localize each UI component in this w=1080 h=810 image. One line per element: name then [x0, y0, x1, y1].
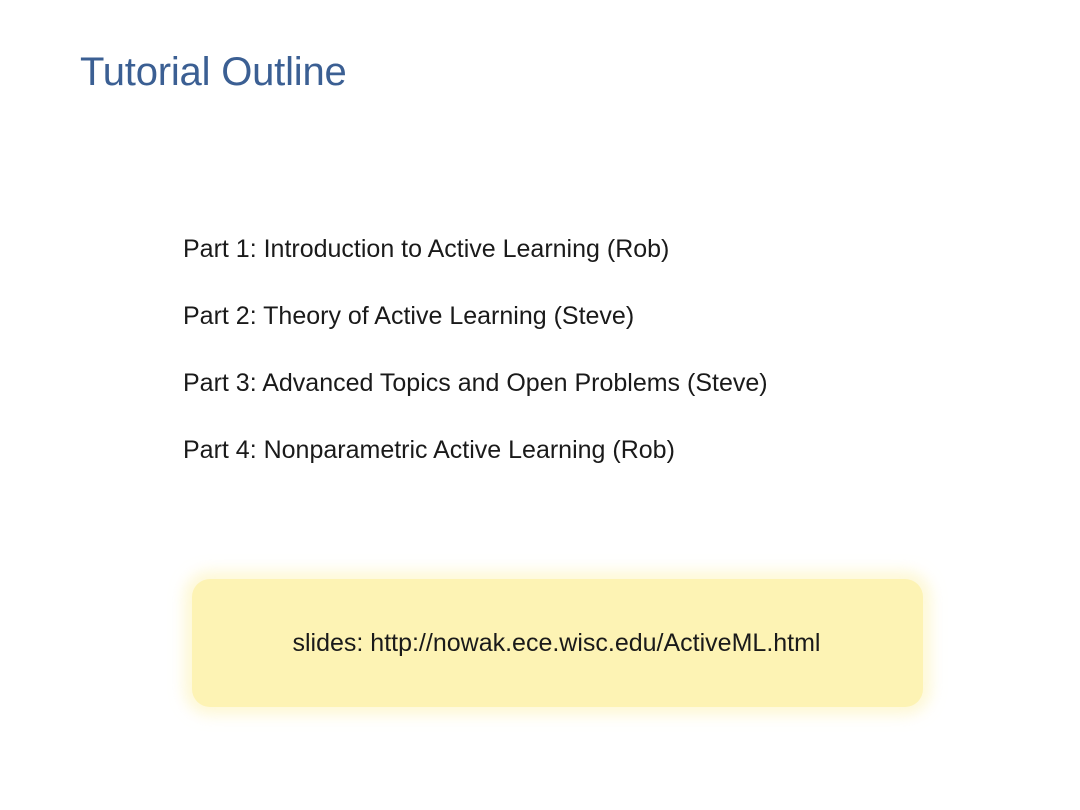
outline-list [183, 231, 768, 499]
outline-item-part-1: Part 1: Introduction to Active Learning (Rob) [183, 235, 670, 263]
outline-item-part-2: Part 2: Theory of Active Learning (Steve) [183, 302, 635, 330]
outline-item-part-3: Part 3: Advanced Topics and Open Problems (Steve) [183, 369, 768, 397]
slides-url-text: slides: http://nowak.ece.wisc.edu/ActiveML.html [292, 629, 821, 657]
outline-item-part-4: Part 4: Nonparametric Active Learning (Rob) [183, 436, 675, 464]
slide-title: Tutorial Outline [80, 50, 347, 94]
slides-url-callout [192, 579, 923, 707]
